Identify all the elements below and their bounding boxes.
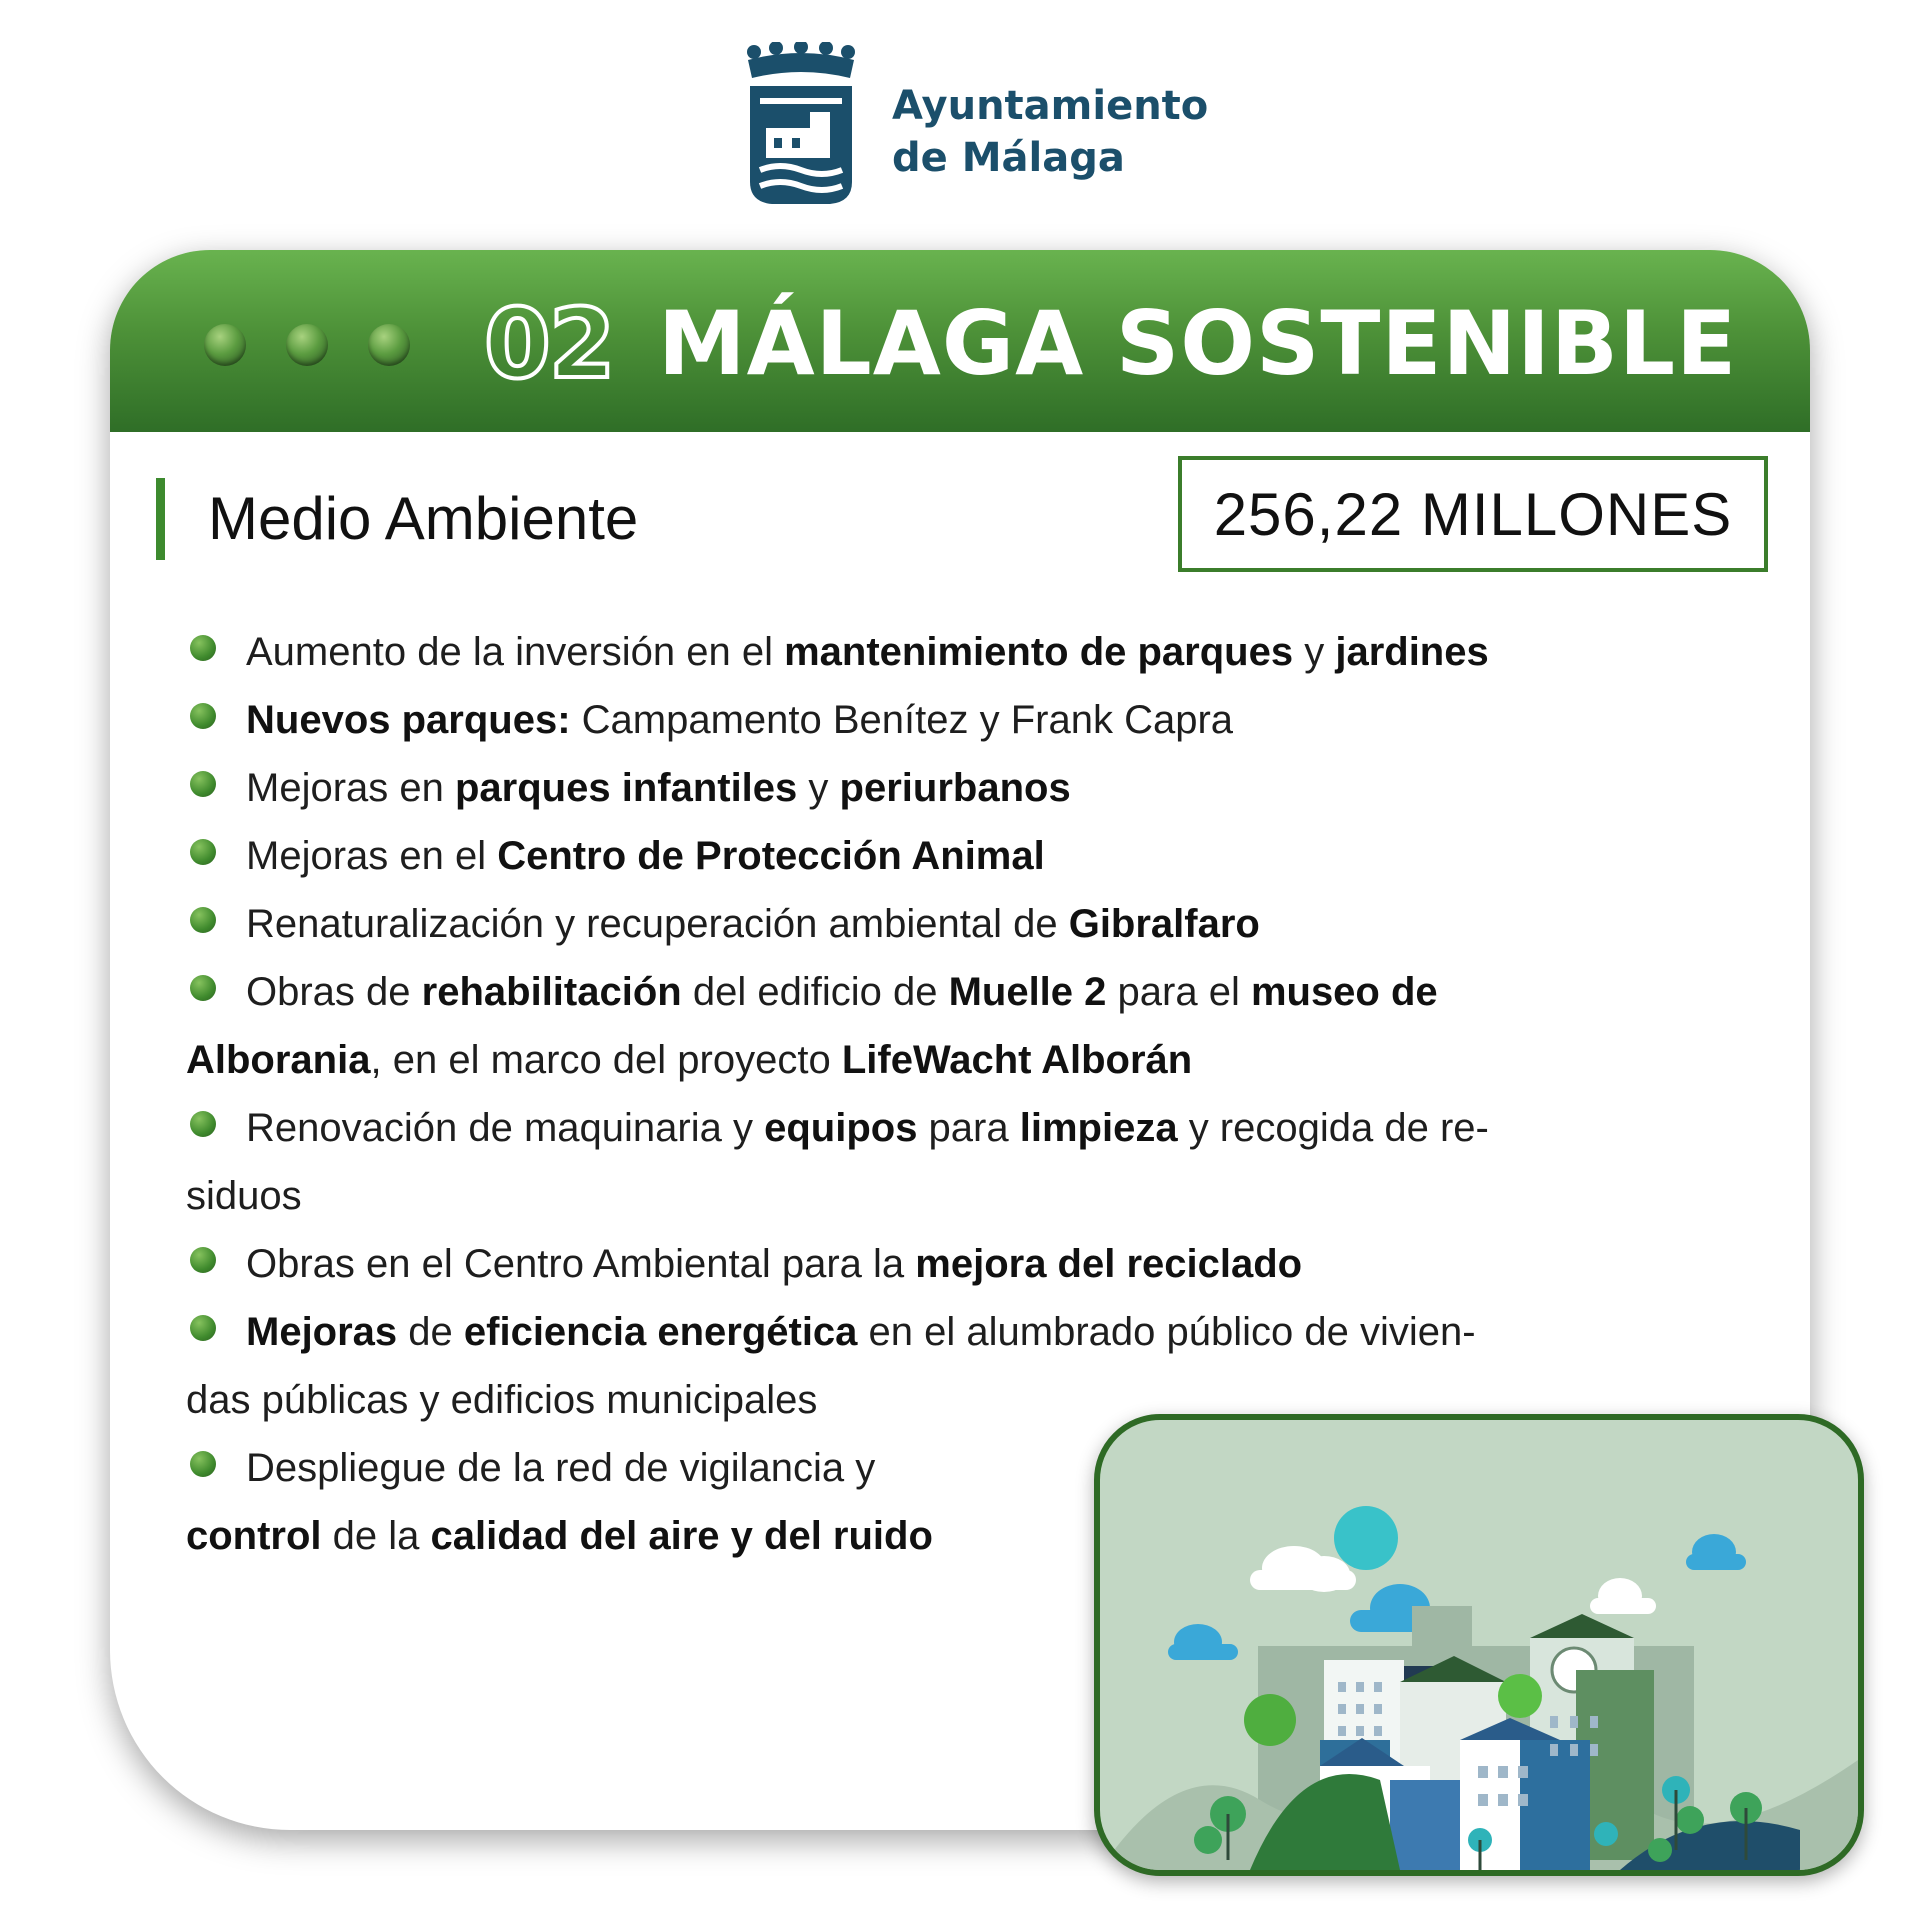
- bullet-text: para: [917, 1106, 1020, 1150]
- bullet-text-bold: jardines: [1335, 630, 1489, 674]
- bullet-text-bold: rehabilitación: [421, 970, 682, 1014]
- bullet-text-bold: parques infantiles: [454, 766, 798, 810]
- window-dot-icon: [286, 324, 328, 366]
- bullet-text-bold: control: [186, 1514, 322, 1558]
- bullet-text-bold: LifeWacht Alborán: [841, 1038, 1193, 1082]
- list-item: [186, 822, 1786, 890]
- bullet-text: y recogida de re-: [1177, 1106, 1489, 1150]
- bullet-text-bold: periurbanos: [839, 766, 1071, 810]
- bullet-text: Mejoras en el: [246, 834, 498, 878]
- list-item: [186, 754, 1786, 822]
- bullet-text: y: [797, 766, 840, 810]
- budget-amount-text: 256,22 MILLONES: [1213, 480, 1733, 548]
- bullet-text-bold: equipos: [764, 1106, 918, 1150]
- green-city-illustration: [1094, 1414, 1864, 1876]
- bullet-dot-icon: [190, 635, 216, 661]
- bullet-text-bold: limpieza: [1019, 1106, 1178, 1150]
- bullet-text: siduos: [186, 1174, 302, 1218]
- bullet-text: y: [1293, 630, 1336, 674]
- bullet-dot-icon: [190, 1111, 216, 1137]
- logo-text: [892, 80, 1208, 184]
- bullet-text-bold: Gibralfaro: [1068, 902, 1260, 946]
- bullet-text: de la: [321, 1514, 431, 1558]
- section-number: 02: [484, 288, 614, 400]
- bullet-text-bold: mantenimiento de parques: [784, 630, 1294, 674]
- bullet-text: del edificio de: [681, 970, 949, 1014]
- bullet-text-bold: eficiencia energética: [463, 1310, 858, 1354]
- list-item: [186, 1094, 1786, 1230]
- bullet-text-bold: Muelle 2: [948, 970, 1107, 1014]
- city-logo: [740, 42, 1209, 212]
- bullet-text: Campamento Benítez y Frank Capra: [570, 698, 1234, 742]
- bullet-text: en el alumbrado público de vivien-: [857, 1310, 1476, 1354]
- bullet-dot-icon: [190, 975, 216, 1001]
- bullet-text: Renaturalización y recuperación ambiental de: [246, 902, 1069, 946]
- bullet-dot-icon: [190, 1315, 216, 1341]
- malaga-coat-of-arms-icon: [740, 42, 862, 208]
- list-item: [186, 958, 1786, 1094]
- list-item: [186, 890, 1786, 958]
- bullet-dot-icon: [190, 771, 216, 797]
- bullet-text-bold: Nuevos parques:: [246, 698, 571, 742]
- bullet-text-bold: Alborania: [186, 1038, 371, 1082]
- window-dot-icon: [368, 324, 410, 366]
- bullet-dot-icon: [190, 703, 216, 729]
- window-dot-icon: [204, 324, 246, 366]
- budget-amount: [1178, 456, 1768, 572]
- bullet-text: , en el marco del proyecto: [370, 1038, 842, 1082]
- bullet-text: Obras en el Centro Ambiental para la: [246, 1242, 916, 1286]
- bullet-dot-icon: [190, 1247, 216, 1273]
- bullet-text-bold: mejora del reciclado: [915, 1242, 1303, 1286]
- logo-line-1: Ayuntamiento: [892, 83, 1209, 129]
- logo-line-2: de Málaga: [892, 135, 1125, 181]
- bullet-text-bold: calidad del aire y del ruido: [430, 1514, 933, 1558]
- bullet-text: Despliegue de la red de vigilancia y: [246, 1446, 876, 1490]
- subtitle-accent-bar: [156, 478, 165, 560]
- list-item: [186, 1230, 1786, 1298]
- bullet-text: para el: [1106, 970, 1251, 1014]
- bullet-dot-icon: [190, 839, 216, 865]
- city-scene-icon: [1100, 1420, 1858, 1870]
- bullet-text-bold: museo de: [1250, 970, 1438, 1014]
- bullet-text: das públicas y edificios municipales: [186, 1378, 818, 1422]
- bullet-text: de: [397, 1310, 464, 1354]
- bullet-text: Aumento de la inversión en el: [246, 630, 785, 674]
- bullet-dot-icon: [190, 907, 216, 933]
- list-item: [186, 686, 1786, 754]
- section-title: MÁLAGA SOSTENIBLE: [658, 292, 1738, 395]
- bullet-text-bold: Centro de Protección Animal: [497, 834, 1045, 878]
- bullet-text: Renovación de maquinaria y: [246, 1106, 765, 1150]
- section-subtitle: Medio Ambiente: [208, 485, 639, 552]
- bullet-text: Obras de: [246, 970, 422, 1014]
- list-item: [186, 618, 1786, 686]
- bullet-text: Mejoras en: [246, 766, 455, 810]
- bullet-dot-icon: [190, 1451, 216, 1477]
- card-header: [110, 250, 1810, 432]
- bullet-text-bold: Mejoras: [246, 1310, 398, 1354]
